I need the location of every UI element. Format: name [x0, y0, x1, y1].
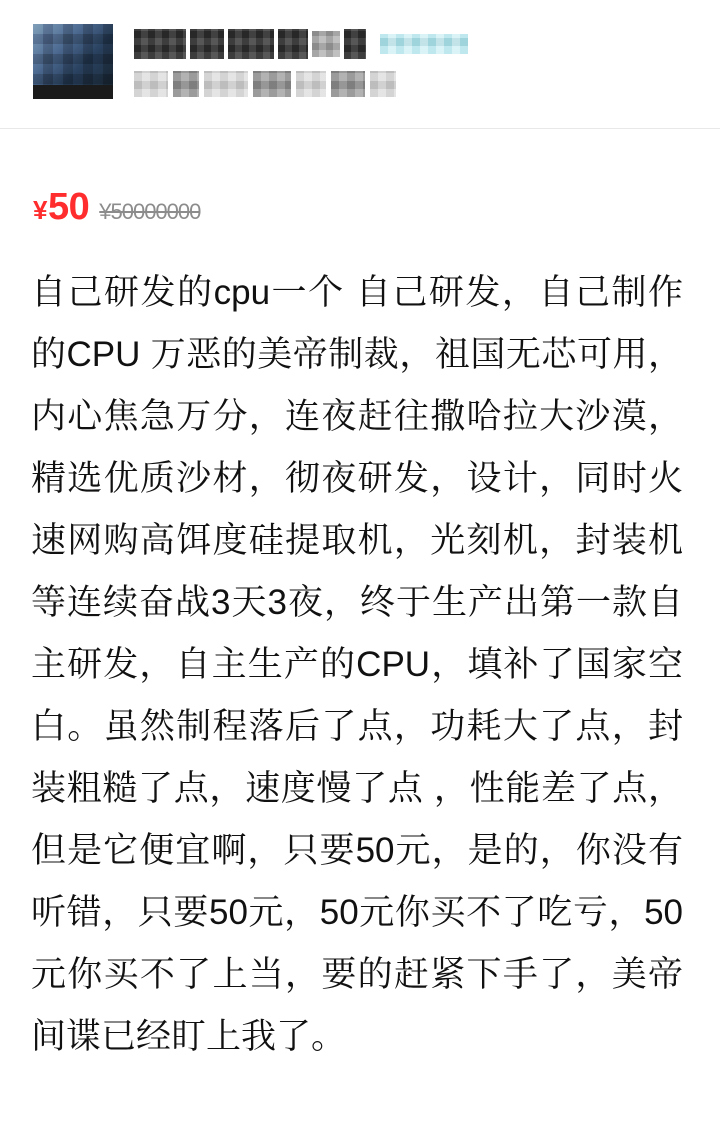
currency-symbol: ¥	[33, 195, 47, 225]
product-description: 自己研发的cpu一个 自己研发，自己制作的CPU 万恶的美帝制裁，祖国无芯可用，内心焦急万分，连夜赶往撒哈拉大沙漠，精选优质沙材，彻夜研发，设计，同时火速网购高饵度硅提取机，光刻机，封装机等连续奋战3天3夜，终于生产出第一款自主研发，自主生产的CPU，填补了国家空白。虽然制程落后了点，功耗大了点，封装粗糙了点，速度慢了点 ，性能差了点，但是它便宜啊，只要50元，是的，你没有听错，只要50元，50元你买不了吃亏，50元你买不了上当，要的赶紧下手了，美帝间谍已经盯上我了。	[31, 273, 683, 1056]
current-price	[33, 188, 89, 226]
avatar[interactable]	[33, 24, 113, 92]
seller-subtitle-redaction-block	[296, 71, 326, 97]
seller-name-row	[134, 28, 468, 60]
seller-subtitle-redaction-block	[173, 71, 199, 97]
current-price-value: 50	[47, 186, 90, 228]
seller-badge-redaction-block	[380, 34, 468, 54]
seller-name-redaction-block	[134, 29, 186, 59]
seller-subtitle-redaction-block	[134, 71, 168, 97]
seller-header[interactable]	[0, 0, 720, 129]
seller-name-redaction-block	[190, 29, 224, 59]
seller-subtitle-row	[134, 70, 396, 98]
seller-subtitle-redaction-block	[253, 71, 291, 97]
seller-name-redaction-block	[278, 29, 308, 59]
price-row	[33, 188, 200, 226]
original-price: ¥50000000	[99, 199, 201, 224]
seller-name-redaction-block	[228, 29, 274, 59]
seller-name-redaction-block	[344, 29, 366, 59]
seller-subtitle-redaction-block	[204, 71, 248, 97]
avatar-redaction-bar	[33, 85, 113, 99]
seller-subtitle-redaction-block	[331, 71, 365, 97]
seller-subtitle-redaction-block	[370, 71, 396, 97]
seller-name-redaction-block	[312, 31, 340, 57]
